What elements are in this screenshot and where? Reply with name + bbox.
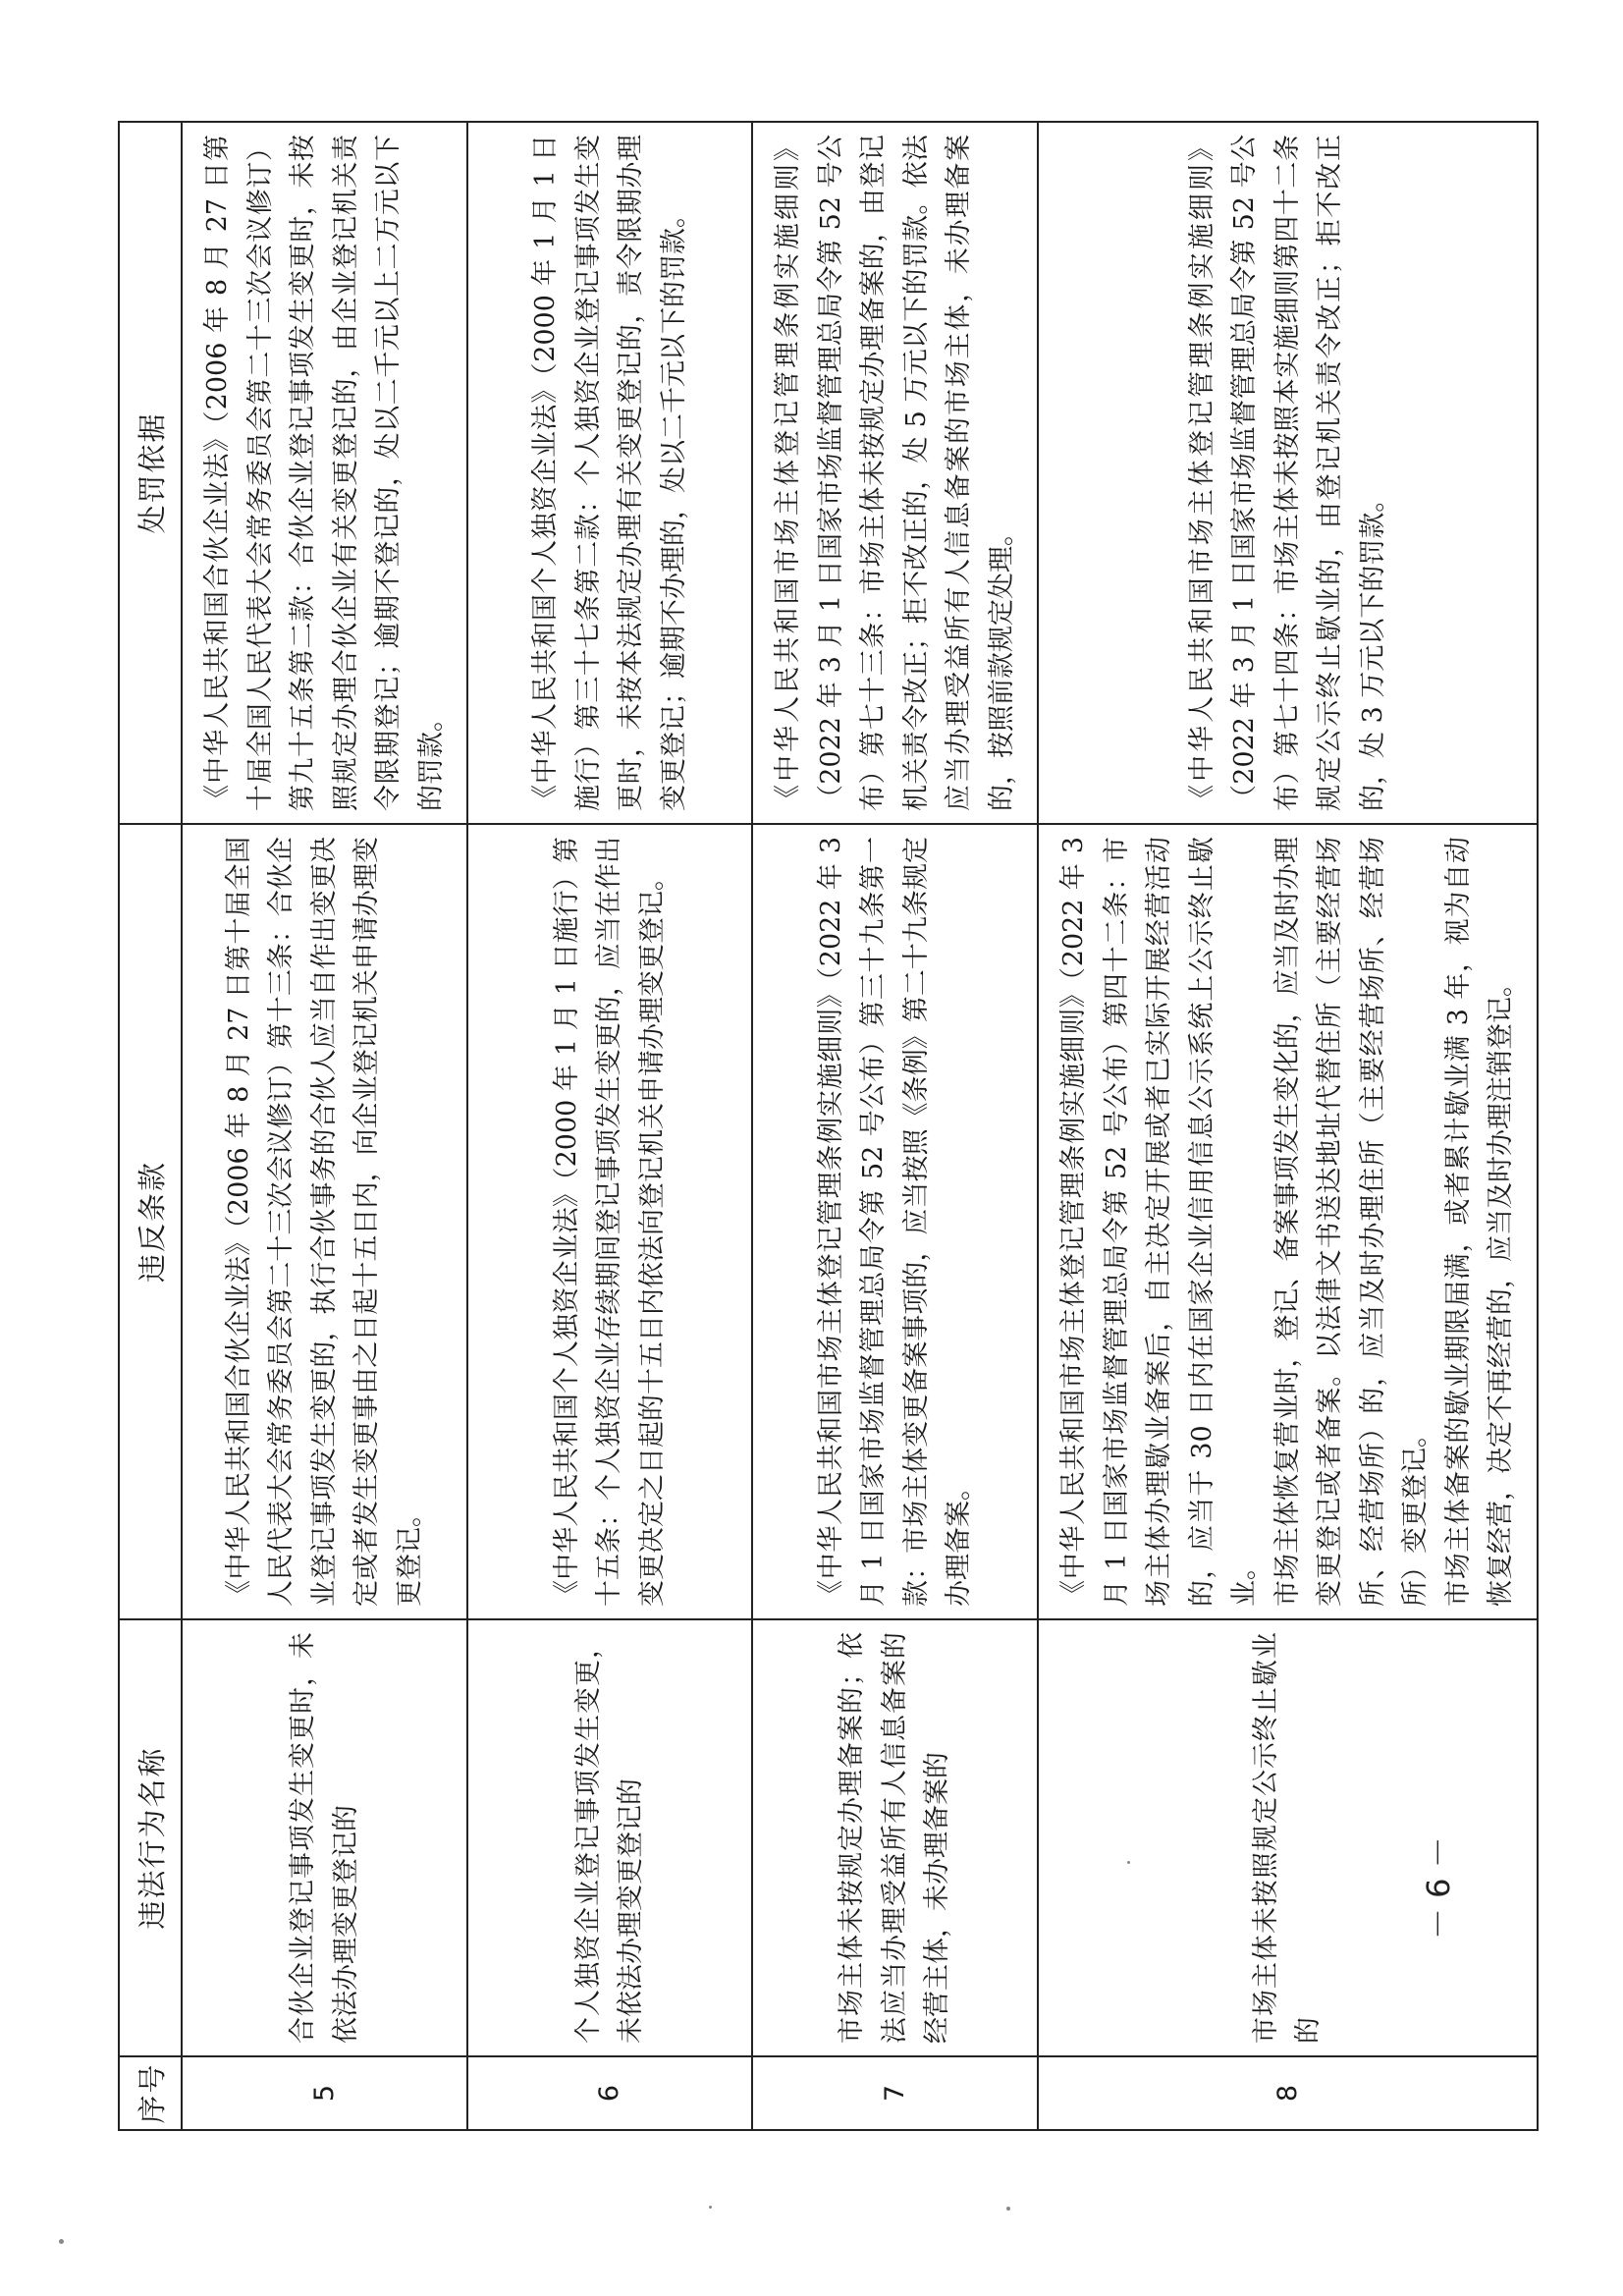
scan-speck xyxy=(1006,2207,1010,2211)
row-seq: 8 xyxy=(1038,2056,1538,2130)
row-violation-name: 合伙企业登记事项发生变更时，未依法办理变更登记的 xyxy=(182,1619,467,2056)
clause-paragraph: 《中华人民共和国合伙企业法》（2006 年 8 月 27 日第十届全国人民代表大会常务委员会第二十三次会议修订）第十三条：合伙企业登记事项发生变更的，执行合伙事务的合伙人应当自作出变更决定或者发生变更事由之日起十五日内，向企业登记机关申请办理变更登记。 xyxy=(223,837,425,1607)
row-penalty-basis: 《中华人民共和国市场主体登记管理条例实施细则》（2022 年 3 月 1 日国家市场监督管理总局令第 52 号公布）第七十三条：市场主体未按规定办理备案的，由登记机关责令改正；拒不改正的，处 5 万元以下的罚款。依法应当办理受益所有人信息备案的市场主体，未办理备案的，按照前款规定处理。 xyxy=(752,122,1038,824)
clause-paragraph: 《中华人民共和国市场主体登记管理条例实施细则》（2022 年 3 月 1 日国家市场监督管理总局令第 52 号公布）第三十九条第一款：市场主体变更备案事项的，应当按照《条例》第二十九条规定办理备案。 xyxy=(815,837,974,1607)
header-violated-clause: 违反条款 xyxy=(119,824,182,1619)
header-seq: 序号 xyxy=(119,2056,182,2130)
row-violation-name: 市场主体未按照规定公示终止歇业的 xyxy=(1038,1619,1538,2056)
row-violation-name: 市场主体未按规定办理备案的；依法应当办理受益所有人信息备案的经营主体，未办理备案的 xyxy=(752,1619,1038,2056)
row-penalty-basis: 《中华人民共和国合伙企业法》（2006 年 8 月 27 日第十届全国人民代表大会常务委员会第二十三次会议修订）第九十五条第二款：合伙企业登记事项发生变更时，未按照规定办理合伙企业有关变更登记的，由企业登记机关责令限期登记；逾期不登记的，处以二千元以上二万元以下的罚款。 xyxy=(182,122,467,824)
row-violated-clause xyxy=(752,824,1038,1619)
row-seq: 7 xyxy=(752,2056,1038,2130)
row-violated-clause xyxy=(1038,824,1538,1619)
rotated-table-frame xyxy=(118,123,1516,2131)
row-violation-name: 个人独资企业登记事项发生变更，未依法办理变更登记的 xyxy=(467,1619,752,2056)
row-violated-clause xyxy=(182,824,467,1619)
table-row xyxy=(182,122,467,2130)
scan-speck xyxy=(1127,1861,1130,1864)
page-number: － 6 － xyxy=(1420,1836,1457,1940)
row-seq: 5 xyxy=(182,2056,467,2130)
penalty-table xyxy=(118,121,1539,2131)
row-seq: 6 xyxy=(467,2056,752,2130)
header-penalty-basis: 处罚依据 xyxy=(119,122,182,824)
clause-paragraph: 市场主体恢复营业时，登记、备案事项发生变化的，应当及时办理变更登记或者备案。以法律文书送达地址代替住所（主要经营场所、经营场所）的，应当及时办理住所（主要经营场所、经营场所）变更登记。 xyxy=(1271,837,1431,1607)
clause-paragraph: 《中华人民共和国个人独资企业法》（2000 年 1 月 1 日施行）第十五条：个人独资企业存续期间登记事项发生变更的，应当在作出变更决定之日起的十五日内依法向登记机关申请办理变更登记。 xyxy=(551,837,668,1607)
scan-speck xyxy=(59,2239,64,2244)
scan-speck xyxy=(709,2206,712,2209)
clause-paragraph: 《中华人民共和国市场主体登记管理条例实施细则》（2022 年 3 月 1 日国家市场监督管理总局令第 52 号公布）第四十二条：市场主体办理歇业备案后，自主决定开展或者已实际开展经营活动的，应当于 30 日内在国家企业信用信息公示系统上公示终止歇业。 xyxy=(1058,837,1260,1607)
table-row xyxy=(1038,122,1538,2130)
row-violated-clause xyxy=(467,824,752,1619)
table-row xyxy=(467,122,752,2130)
table-header-row xyxy=(119,122,182,2130)
header-violation-name: 违法行为名称 xyxy=(119,1619,182,2056)
table-row xyxy=(752,122,1038,2130)
row-penalty-basis: 《中华人民共和国个人独资企业法》（2000 年 1 月 1 日施行）第三十七条第二款：个人独资企业登记事项发生变更时，未按本法规定办理有关变更登记的，责令限期办理变更登记；逾期不办理的，处以二千元以下的罚款。 xyxy=(467,122,752,824)
clause-paragraph: 市场主体备案的歇业期限届满，或者累计歇业满 3 年，视为自动恢复经营，决定不再经营的，应当及时办理注销登记。 xyxy=(1442,837,1516,1607)
row-penalty-basis: 《中华人民共和国市场主体登记管理条例实施细则》（2022 年 3 月 1 日国家市场监督管理总局令第 52 号公布）第七十四条：市场主体未按照本实施细则第四十二条规定公示终止歇业的，由登记机关责令改正；拒不改正的，处 3 万元以下的罚款。 xyxy=(1038,122,1538,824)
